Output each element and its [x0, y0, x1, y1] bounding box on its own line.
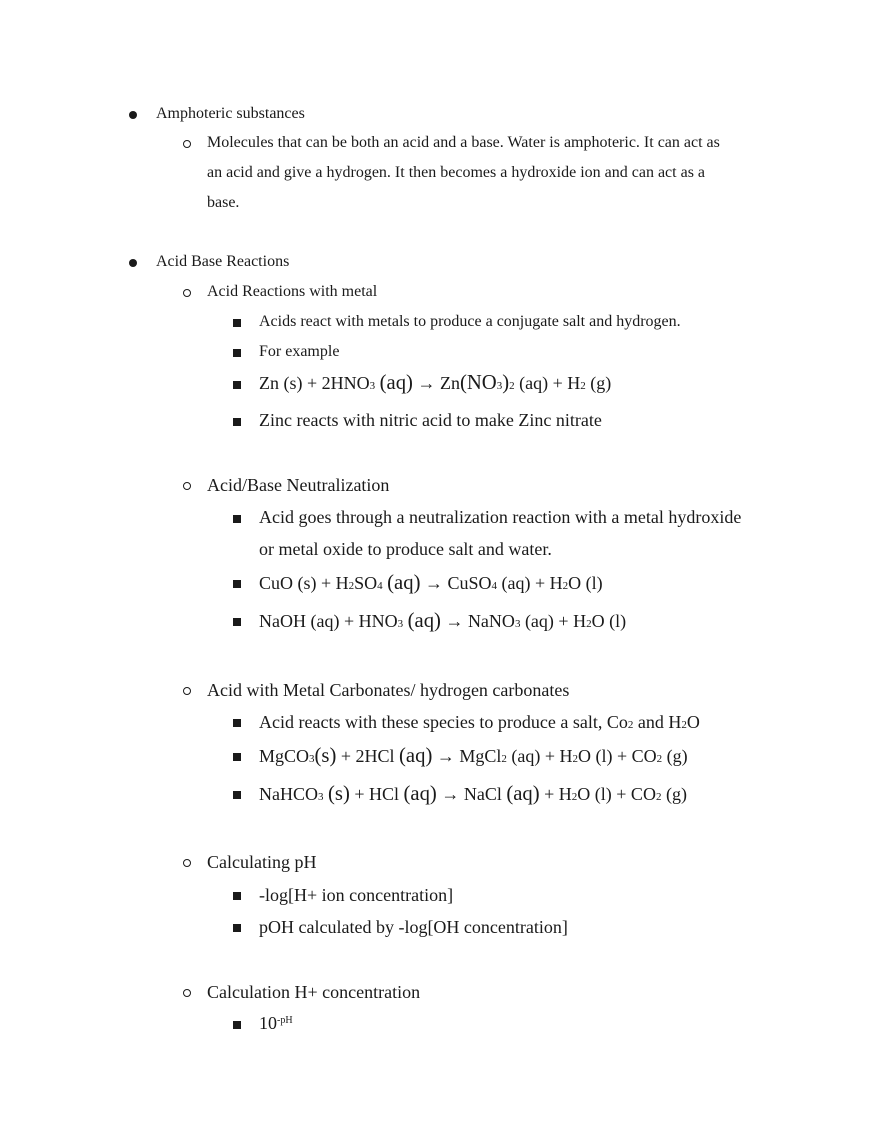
bullet-circle — [183, 859, 191, 867]
bullet-square — [233, 719, 241, 727]
bullet-square — [233, 349, 241, 357]
bullet-square — [233, 753, 241, 761]
amphoteric-desc-line2: an acid and give a hydrogen. It then becomes a hydroxide ion and can act as a — [207, 164, 706, 181]
neutralization-line1: Acid goes through a neutralization reaction with a metal hydroxide — [259, 507, 742, 527]
bullet-square — [233, 515, 241, 523]
bullet-square — [233, 1021, 241, 1029]
bullet-square — [233, 892, 241, 900]
bullet-circle — [183, 687, 191, 695]
naoh-equation: NaOH (aq) + HNO3 (aq) → NaNO3 (aq) + H2O (l) — [259, 610, 627, 632]
amphoteric-desc-line3: base. — [207, 194, 240, 211]
bullet-circle — [183, 289, 191, 297]
carbonates-line1: Acid reacts with these species to produce a salt, Co2 and H2O — [259, 712, 700, 732]
bullet-dot — [129, 111, 137, 119]
amphoteric-desc-line1: Molecules that can be both an acid and a base. Water is amphoteric. It can act as — [207, 134, 720, 151]
bullet-square — [233, 319, 241, 327]
acid-base-heading: Acid Base Reactions — [156, 253, 290, 270]
ph-item-2: pOH calculated by -log[OH concentration] — [259, 917, 568, 937]
bullet-square — [233, 924, 241, 932]
cuo-equation: CuO (s) + H2SO4 (aq) → CuSO4 (aq) + H2O (l) — [259, 572, 603, 594]
mgco3-equation: MgCO3(s) + 2HCl (aq) → MgCl2 (aq) + H2O (l) + CO2 (g) — [259, 745, 688, 767]
bullet-circle — [183, 482, 191, 490]
neutralization-line2: or metal oxide to produce salt and water. — [259, 539, 552, 559]
ph-subheading: Calculating pH — [207, 852, 317, 872]
ph-item-1: -log[H+ ion concentration] — [259, 885, 454, 905]
amphoteric-heading: Amphoteric substances — [156, 105, 305, 122]
metal-item-4: Zinc reacts with nitric acid to make Zinc nitrate — [259, 410, 602, 430]
nahco3-equation: NaHCO3 (s) + HCl (aq) → NaCl (aq) + H2O (l) + CO2 (g) — [259, 783, 687, 805]
bullet-circle — [183, 989, 191, 997]
neutralization-subheading: Acid/Base Neutralization — [207, 475, 390, 495]
bullet-square — [233, 580, 241, 588]
bullet-dot — [129, 259, 137, 267]
metal-item-2: For example — [259, 343, 340, 360]
metal-subheading: Acid Reactions with metal — [207, 283, 378, 300]
carbonates-subheading: Acid with Metal Carbonates/ hydrogen carbonates — [207, 680, 570, 700]
zinc-equation: Zn (s) + 2HNO3 (aq) → Zn(NO3)2 (aq) + H2 (g) — [259, 372, 612, 394]
bullet-square — [233, 791, 241, 799]
metal-item-1: Acids react with metals to produce a conjugate salt and hydrogen. — [259, 313, 681, 330]
bullet-circle — [183, 140, 191, 148]
h-concentration-formula: $10^{-pH}$ — [259, 1013, 293, 1033]
bullet-square — [233, 418, 241, 426]
bullet-square — [233, 381, 241, 389]
h-concentration-subheading: Calculation H+ concentration — [207, 982, 421, 1002]
bullet-square — [233, 618, 241, 626]
